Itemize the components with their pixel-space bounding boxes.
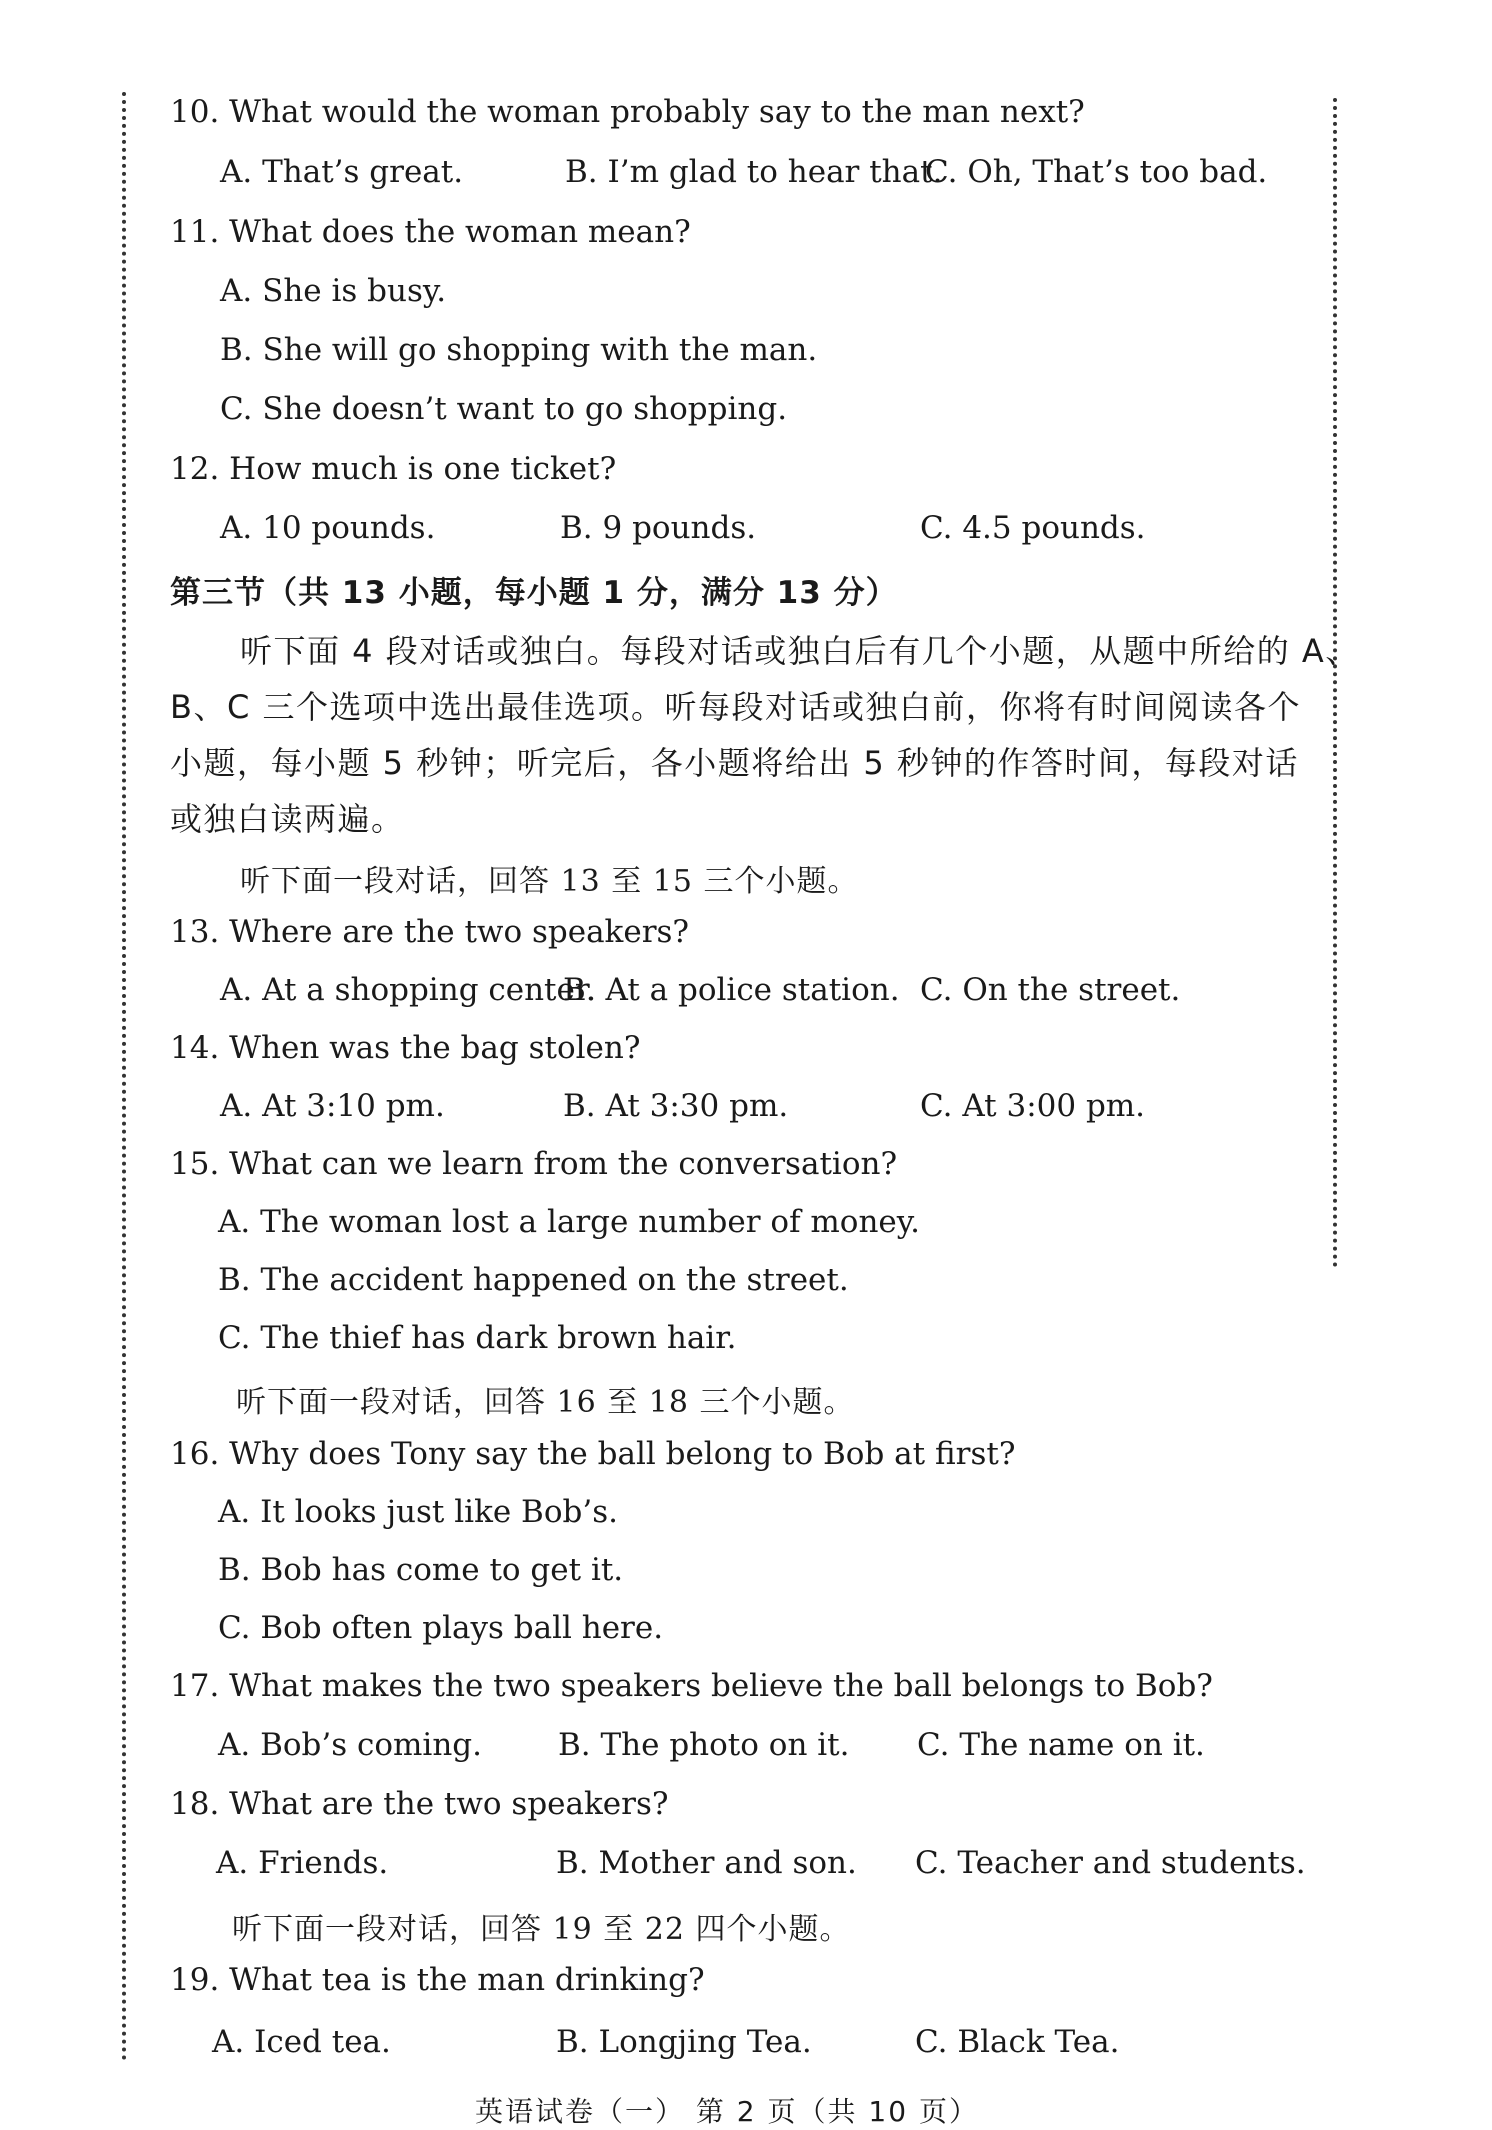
question-17-option-a: A. Bob’s coming. xyxy=(218,1727,482,1763)
question-19-option-b: B. Longjing Tea. xyxy=(556,2024,812,2060)
section-3-directions-line-3: 小题，每小题 5 秒钟；听完后，各小题将给出 5 秒钟的作答时间，每段对话 xyxy=(170,744,1299,782)
question-11-option-b: B. She will go shopping with the man. xyxy=(220,332,818,368)
question-14-stem: 14. When was the bag stolen? xyxy=(170,1030,641,1066)
listening-instruction-13-15: 听下面一段对话，回答 13 至 15 三个小题。 xyxy=(240,864,859,899)
question-13-option-c: C. On the street. xyxy=(920,972,1181,1008)
listening-instruction-19-22: 听下面一段对话，回答 19 至 22 四个小题。 xyxy=(232,1912,851,1947)
question-12-option-c: C. 4.5 pounds. xyxy=(920,510,1146,546)
question-17-option-b: B. The photo on it. xyxy=(558,1727,850,1763)
question-11-option-c: C. She doesn’t want to go shopping. xyxy=(220,391,788,427)
question-10-option-c: C. Oh, That’s too bad. xyxy=(925,154,1268,190)
page-footer: 英语试卷（一） 第 2 页（共 10 页） xyxy=(475,2095,979,2128)
question-18-stem: 18. What are the two speakers? xyxy=(170,1786,669,1822)
question-15-option-b: B. The accident happened on the street. xyxy=(218,1262,849,1298)
binding-line-left xyxy=(122,92,126,2062)
question-16-option-a: A. It looks just like Bob’s. xyxy=(218,1494,618,1530)
binding-line-right xyxy=(1333,98,1337,1268)
question-11-stem: 11. What does the woman mean? xyxy=(170,214,691,250)
question-17-option-c: C. The name on it. xyxy=(917,1727,1205,1763)
section-3-directions-line-2: B、C 三个选项中选出最佳选项。听每段对话或独白前，你将有时间阅读各个 xyxy=(170,688,1301,726)
question-13-option-a: A. At a shopping center. xyxy=(220,972,597,1008)
question-14-option-a: A. At 3:10 pm. xyxy=(220,1088,445,1124)
question-15-option-a: A. The woman lost a large number of money. xyxy=(218,1204,921,1240)
question-14-option-c: C. At 3:00 pm. xyxy=(920,1088,1146,1124)
question-12-stem: 12. How much is one ticket? xyxy=(170,451,617,487)
question-12-option-a: A. 10 pounds. xyxy=(220,510,436,546)
question-16-option-c: C. Bob often plays ball here. xyxy=(218,1610,664,1646)
question-18-option-b: B. Mother and son. xyxy=(556,1845,857,1881)
question-13-option-b: B. At a police station. xyxy=(563,972,900,1008)
question-17-stem: 17. What makes the two speakers believe the ball belongs to Bob? xyxy=(170,1668,1213,1704)
question-10-option-a: A. That’s great. xyxy=(220,154,464,190)
section-3-directions-line-1: 听下面 4 段对话或独白。每段对话或独白后有几个小题，从题中所给的 A、 xyxy=(240,632,1359,670)
question-19-option-c: C. Black Tea. xyxy=(915,2024,1120,2060)
question-16-option-b: B. Bob has come to get it. xyxy=(218,1552,624,1588)
question-15-option-c: C. The thief has dark brown hair. xyxy=(218,1320,737,1356)
question-13-stem: 13. Where are the two speakers? xyxy=(170,914,690,950)
question-15-stem: 15. What can we learn from the conversation? xyxy=(170,1146,898,1182)
question-19-stem: 19. What tea is the man drinking? xyxy=(170,1962,705,1998)
question-19-option-a: A. Iced tea. xyxy=(212,2024,391,2060)
listening-instruction-16-18: 听下面一段对话，回答 16 至 18 三个小题。 xyxy=(236,1385,855,1420)
section-3-heading: 第三节（共 13 小题，每小题 1 分，满分 13 分） xyxy=(170,575,898,611)
question-18-option-c: C. Teacher and students. xyxy=(915,1845,1306,1881)
question-12-option-b: B. 9 pounds. xyxy=(560,510,757,546)
question-10-stem: 10. What would the woman probably say to the man next? xyxy=(170,94,1085,130)
question-18-option-a: A. Friends. xyxy=(216,1845,389,1881)
section-3-directions-line-4: 或独白读两遍。 xyxy=(170,800,405,838)
question-10-option-b: B. I’m glad to hear that. xyxy=(565,154,943,190)
question-14-option-b: B. At 3:30 pm. xyxy=(563,1088,789,1124)
question-16-stem: 16. Why does Tony say the ball belong to Bob at first? xyxy=(170,1436,1016,1472)
question-11-option-a: A. She is busy. xyxy=(220,273,447,309)
